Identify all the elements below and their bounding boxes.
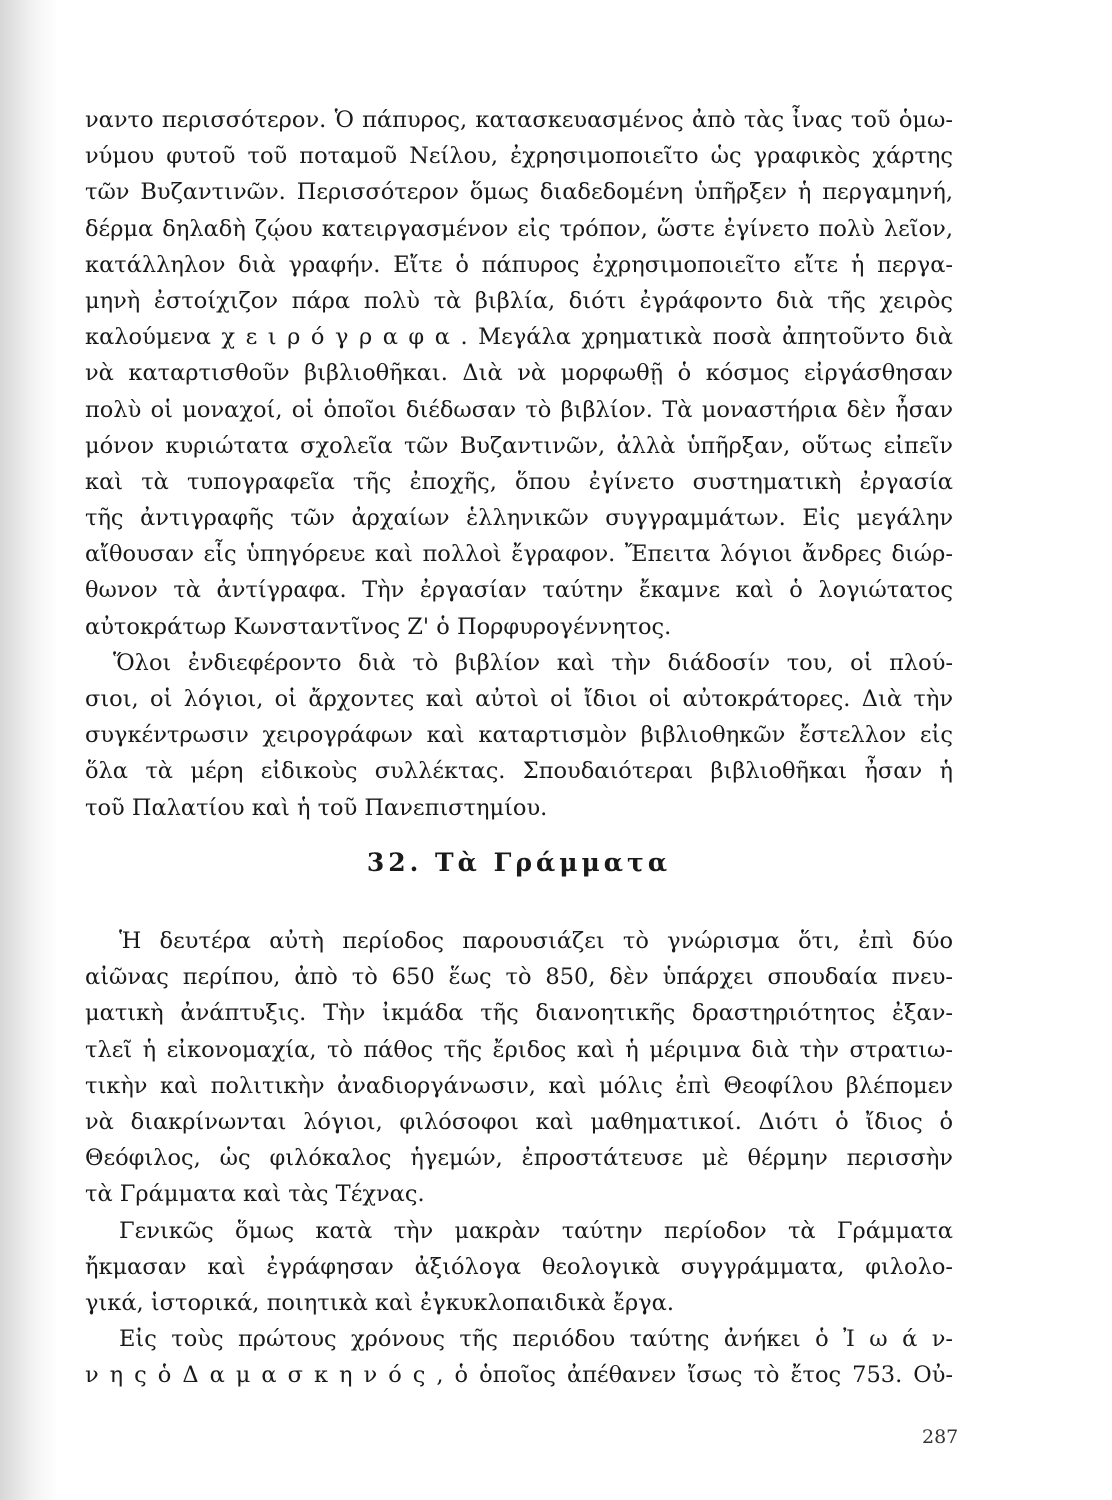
text-line: ν η ς ὁ Δ α μ α σ κ η ν ό ς , ὁ ὁποῖος ἀπέθανεν ἴσως τὸ ἔτος 753. Οὐ- bbox=[85, 1362, 953, 1389]
text-line: νύμου φυτοῦ τοῦ ποταμοῦ Νείλου, ἐχρησιμοποιεῖτο ὡς γραφικὸς χάρτης bbox=[85, 143, 953, 170]
text-line: μηνὴ ἐστοίχιζον πάρα πολὺ τὰ βιβλία, διότι ἐγράφοντο διὰ τῆς χειρὸς bbox=[85, 287, 953, 314]
text-line: Ὅλοι ἐνδιεφέροντο διὰ τὸ βιβλίον καὶ τὴν διάδοσίν του, οἱ πλού- bbox=[113, 649, 953, 676]
text-line: Εἰς τοὺς πρώτους χρόνους τῆς περιόδου ταύτης ἀνήκει ὁ Ἰ ω ά ν- bbox=[119, 1326, 953, 1353]
text-line: νὰ διακρίνωνται λόγιοι, φιλόσοφοι καὶ μαθηματικοί. Διότι ὁ ἴδιος ὁ bbox=[85, 1108, 953, 1135]
text-line: ματικὴ ἀνάπτυξις. Τὴν ἰκμάδα τῆς διανοητικῆς δραστηριότητος ἐξαν- bbox=[85, 1000, 953, 1027]
text-line: τικὴν καὶ πολιτικὴν ἀναδιοργάνωσιν, καὶ μόλις ἐπὶ Θεοφίλου βλέπομεν bbox=[85, 1072, 953, 1099]
text-line: αἴθουσαν εἷς ὑπηγόρευε καὶ πολλοὶ ἔγραφον. Ἔπειτα λόγιοι ἄνδρες διώρ- bbox=[85, 541, 953, 568]
text-line: κατάλληλον διὰ γραφήν. Εἴτε ὁ πάπυρος ἐχρησιμοποιεῖτο εἴτε ἡ περγα- bbox=[85, 251, 953, 278]
text-line: νὰ καταρτισθοῦν βιβλιοθῆκαι. Διὰ νὰ μορφωθῇ ὁ κόσμος εἰργάσθησαν bbox=[85, 360, 953, 387]
text-line: καλούμενα χ ε ι ρ ό γ ρ α φ α . Μεγάλα χρηματικὰ ποσὰ ἀπητοῦντο διὰ bbox=[85, 324, 953, 351]
text-line: θωνον τὰ ἀντίγραφα. Τὴν ἐργασίαν ταύτην ἔκαμνε καὶ ὁ λογιώτατος bbox=[85, 577, 953, 604]
text-line: ναντο περισσότερον. Ὁ πάπυρος, κατασκευασμένος ἀπὸ τὰς ἶνας τοῦ ὁμω- bbox=[85, 107, 953, 133]
text-line: ἤκμασαν καὶ ἐγράφησαν ἀξιόλογα θεολογικὰ συγγράμματα, φιλολο- bbox=[85, 1253, 953, 1280]
text-line: αὐτοκράτωρ Κωνσταντῖνος Ζ' ὁ Πορφυρογέννητος. bbox=[85, 613, 672, 640]
text-line: σιοι, οἱ λόγιοι, οἱ ἄρχοντες καὶ αὐτοὶ οἱ ἴδιοι οἱ αὐτοκράτορες. Διὰ τὴν bbox=[85, 686, 953, 712]
text-line: πολὺ οἱ μοναχοί, οἱ ὁποῖοι διέδωσαν τὸ βιβλίον. Τὰ μοναστήρια δὲν ἦσαν bbox=[85, 396, 953, 423]
text-line: γικά, ἱστορικά, ποιητικὰ καὶ ἐγκυκλοπαιδικὰ ἔργα. bbox=[85, 1289, 674, 1316]
text-line: αἰῶνας περίπου, ἀπὸ τὸ 650 ἕως τὸ 850, δὲν ὑπάρχει σπουδαία πνευ- bbox=[85, 964, 953, 991]
text-line: Γενικῶς ὅμως κατὰ τὴν μακρὰν ταύτην περίοδον τὰ Γράμματα bbox=[119, 1217, 953, 1244]
text-line: καὶ τὰ τυπογραφεῖα τῆς ἐποχῆς, ὅπου ἐγίνετο συστηματικὴ ἐργασία bbox=[85, 468, 953, 495]
body-text-bottom bbox=[85, 923, 953, 1393]
text-line: συγκέντρωσιν χειρογράφων καὶ καταρτισμὸν βιβλιοθηκῶν ἔστελλον εἰς bbox=[85, 722, 953, 749]
text-line: Θεόφιλος, ὡς φιλόκαλος ἡγεμών, ἐπροστάτευσε μὲ θέρμην περισσὴν bbox=[85, 1145, 953, 1172]
text-line: τοῦ Παλατίου καὶ ἡ τοῦ Πανεπιστημίου. bbox=[85, 794, 548, 821]
text-line: τλεῖ ἡ εἰκονομαχία, τὸ πάθος τῆς ἔριδος καὶ ἡ μέριμνα διὰ τὴν στρατιω- bbox=[85, 1036, 953, 1063]
text-line: δέρμα δηλαδὴ ζῴου κατειργασμένον εἰς τρόπον, ὥστε ἐγίνετο πολὺ λεῖον, bbox=[85, 215, 953, 242]
binding-shadow bbox=[0, 0, 58, 1500]
text-line: τῆς ἀντιγραφῆς τῶν ἀρχαίων ἑλληνικῶν συγγραμμάτων. Εἰς μεγάλην bbox=[85, 505, 953, 532]
text-line: Ἡ δευτέρα αὐτὴ περίοδος παρουσιάζει τὸ γνώρισμα ὅτι, ἐπὶ δύο bbox=[119, 928, 953, 954]
text-line: τῶν Βυζαντινῶν. Περισσότερον ὅμως διαδεδομένη ὑπῆρξεν ἡ περγαμηνή, bbox=[85, 179, 953, 206]
body-text-top bbox=[85, 102, 953, 826]
text-line: τὰ Γράμματα καὶ τὰς Τέχνας. bbox=[85, 1181, 425, 1208]
text-line: μόνον κυριώτατα σχολεῖα τῶν Βυζαντινῶν, ἀλλὰ ὑπῆρξαν, οὕτως εἰπεῖν bbox=[85, 432, 953, 459]
page-number: 287 bbox=[922, 1426, 959, 1448]
text-line: ὅλα τὰ μέρη εἰδικοὺς συλλέκτας. Σπουδαιότεραι βιβλιοθῆκαι ἦσαν ἡ bbox=[85, 758, 953, 785]
section-heading: 32. Τὰ Γράμματα bbox=[366, 848, 672, 877]
